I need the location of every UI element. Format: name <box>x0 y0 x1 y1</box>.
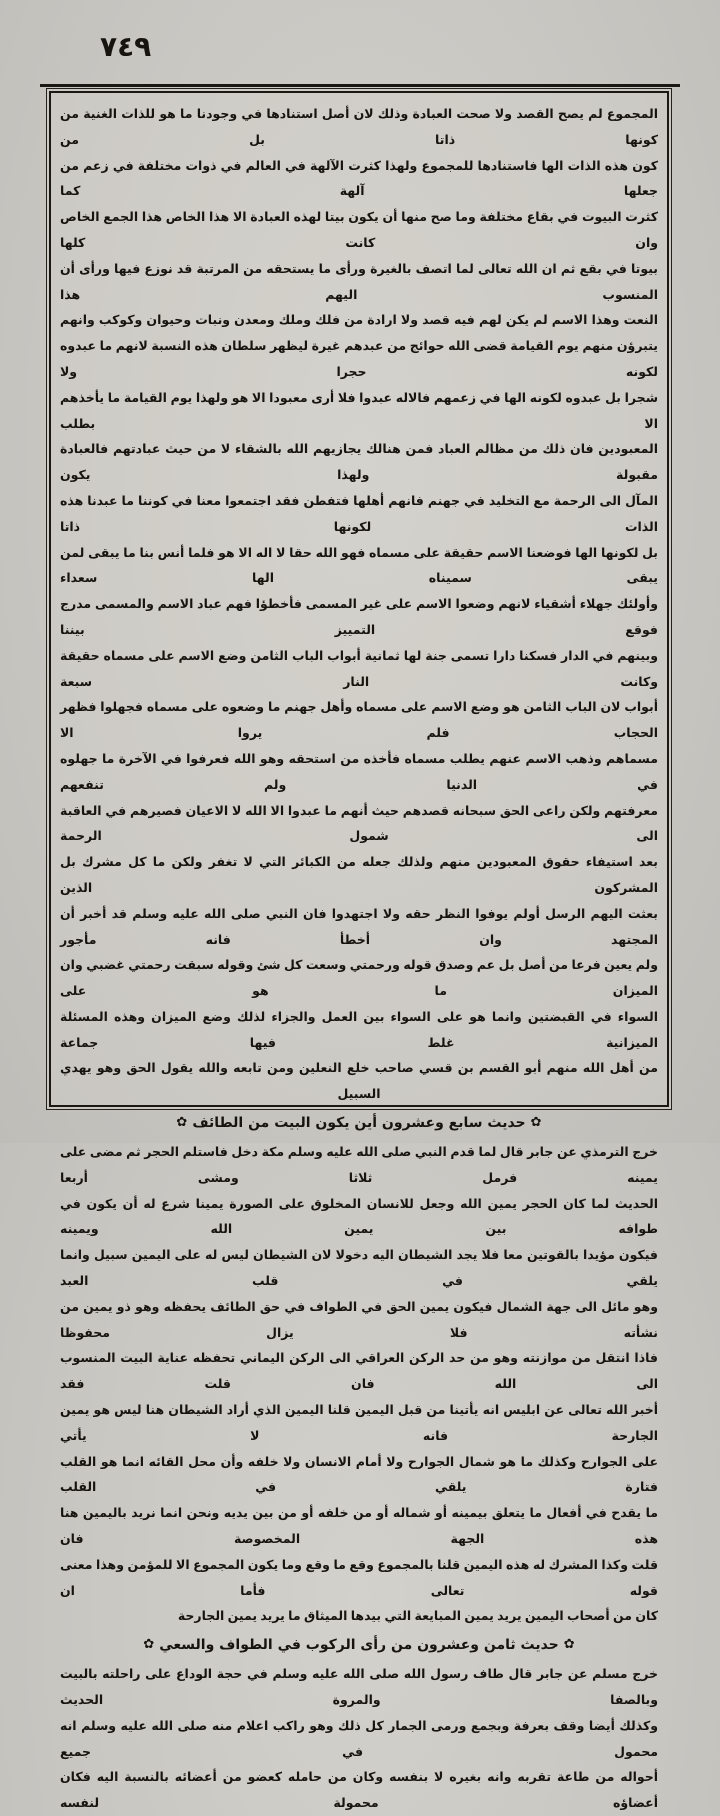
fleuron-icon: ✿ <box>563 1637 575 1653</box>
text-line: وهو مائل الى جهة الشمال فيكون يمين الحق في الطواف في حق الطائف يحفظه وهو ذو يمين من نشأته فلا يزال محفوظا <box>60 1298 658 1340</box>
heading-text: حديث سابع وعشرون أين يكون البيت من الطائف <box>192 1115 526 1132</box>
text-line: المعبودين فان ذلك من مظالم العباد فمن هنالك يجازيهم الله بالشقاء لا من حيث عبادتهم فالعبادة مقبولة ولهذا يكون <box>60 441 658 483</box>
text-line: بعد استيفاء حقوق المعبودين منهم ولذلك جعله من الكبائر التي لا تغفر ولكن ما كل مشرك بل المشركون الذين <box>60 854 658 895</box>
text-line: بعثت اليهم الرسل أولم يوفوا النظر حقه ولا اجتهدوا فان النبي صلى الله عليه وسلم قد أخبر أن المجتهد وان أخطأ فانه مأجور <box>60 905 658 947</box>
text-line: بيوتا في بقع ثم ان الله تعالى لما اتصف بالغيرة ورأى ما يستحقه من المرتبة قد نوزع فيها ورأى أن المنسوب اليهم هذا <box>60 260 658 302</box>
fleuron-icon: ✿ <box>143 1637 155 1653</box>
text-line: أبواب لان الباب الثامن هو وضع الاسم على مسماه وأهل جهنم ما وضعوه على مسماه فجهلوا فظهر الحجاب فلم يروا الا <box>60 699 658 741</box>
hadith-28-paragraph <box>60 1661 658 1816</box>
fleuron-icon: ✿ <box>176 1115 188 1131</box>
text-line: الحديث لما كان الحجر يمين الله وجعل للانسان المخلوق على الصورة يمينا شرع له أن يكون في طوافه بين يمين الله ويمينه <box>60 1195 658 1237</box>
text-line: فاذا انتقل من موازنته وهو من حد الركن العراقي الى الركن اليماني تحفظه عناية البيت المنسوب الى الله فان قلت فقد <box>60 1350 658 1392</box>
text-line: شجرا بل عبدوه لكونه الها في زعمهم فالاله عبدوا فلا أرى معبودا الا هو ولهذا يوم القيامة ما يأخذهم الا بطلب <box>60 389 658 431</box>
text-line: كون هذه الذات الها فاستنادها للمجموع ولهذا كثرت الآلهة في العالم في ذوات مختلفة في زعم من جعلها آلهة كما <box>60 157 658 199</box>
text-line: خرج مسلم عن جابر قال طاف رسول الله صلى الله عليه وسلم في حجة الوداع على راحلته بالبيت وبالصفا والمروة الحديث <box>60 1666 658 1708</box>
text-line: المجموع لم يصح القصد ولا صحت العبادة وذلك لان أصل استنادها في وجودنا ما هو للذات الغنية من كونها ذاتا بل من <box>60 106 658 147</box>
text-line: على الجوارح وكذلك ما هو شمال الجوارح ولا أمام الانسان ولا خلفه وأن محل القائه انما هو القلب فتارة يلقي في القلب <box>60 1453 658 1495</box>
text-line: فيكون مؤيدا بالقوتين معا فلا يجد الشيطان اليه دخولا لان الشيطان ليس له على اليمين سبيل وانما يلقي في قلب العبد <box>60 1247 658 1289</box>
text-line: ولم يعين فرعا من أصل بل عم وصدق قوله ورحمتي وسعت كل شئ وقوله سبقت رحمتي غضبي وان الميزان ما هو على <box>60 957 658 999</box>
text-line: السواء في القبضتين وانما هو على السواء بين العمل والجزاء لذلك وضع الميزان وهذه المسئلة الميزانية غلط فيها جماعة <box>60 1008 658 1050</box>
text-line: أحواله من طاعة تقربه وانه بغيره لا بنفسه وكان من حامله كعضو من أعضائه بالنسبة اليه فكان أعضاؤه محمولة لنفسه <box>60 1769 658 1811</box>
text-line: كثرت البيوت في بقاع مختلفة وما صح منها أن يكون بيتا لهذه العبادة الا هذا الخاص هذا الجمع الخاص وان كانت كلها <box>60 209 658 250</box>
page-frame <box>46 88 672 1811</box>
text-line: كان من أصحاب اليمين يريد يمين المبايعة التي بيدها الميثاق ما يريد يمين الجارحة <box>177 1608 658 1624</box>
text-line: النعت وهذا الاسم لم يكن لهم فيه قصد ولا ارادة من فلك وملك ومعدن ونبات وحيوان وكوكب وانهم <box>60 312 658 328</box>
text-line: أخبر الله تعالى عن ابليس انه يأتينا من قبل اليمين قلنا اليمين الذي أراد الشيطان هنا ليس هو يمين الجارحة فانه لا يأتي <box>60 1402 658 1443</box>
text-line: معرفتهم ولكن راعى الحق سبحانه قصدهم حيث أنهم ما عبدوا الا الله لا الاعيان فصيرهم في العاقبة الى شمول الرحمة <box>60 802 658 844</box>
text-line: وأولئك جهلاء أشقياء لانهم وضعوا الاسم على غير المسمى فأخطؤا فهم عباد الاسم والمسمى مدرج فوقع التمييز بيننا <box>60 596 658 637</box>
text-line: المآل الى الرحمة مع التخليد في جهنم فانهم أهلها فتفطن فقد اجتمعوا معنا في كوننا ما عبدنا هذه الذات لكونها ذاتا <box>60 492 658 534</box>
heading-text: حديث ثامن وعشرون من رأى الركوب في الطواف والسعي <box>159 1637 559 1654</box>
fleuron-icon: ✿ <box>530 1115 542 1131</box>
text-line: خرج الترمذي عن جابر قال لما قدم النبي صلى الله عليه وسلم مكة دخل فاستلم الحجر ثم مضى على يمينه فرمل ثلاثا ومشى أربعا <box>60 1144 658 1185</box>
text-line: ما يقدح في أفعال ما يتعلق بيمينه أو شماله أو من خلفه أو من بين يديه ونحن انما نريد باليمين هنا هذه الجهة المخصوصة فان <box>60 1505 658 1547</box>
hadith-27-paragraph <box>60 1139 658 1629</box>
text-area <box>49 91 669 1811</box>
text-line: وكذلك أيضا وقف بعرفة وبجمع ورمى الجمار كل ذلك وهو راكب اعلام منه صلى الله عليه وسلم انه محمول في جميع <box>60 1717 658 1759</box>
opening-paragraph <box>60 101 658 1107</box>
text-line: وبينهم في الدار فسكنا دارا تسمى جنة لها ثمانية أبواب الباب الثامن وضع الاسم على مسماه حقيقة وكانت النار سبعة <box>60 647 658 689</box>
top-rule-divider <box>40 84 680 87</box>
heading-hadith-27 <box>60 1110 658 1137</box>
text-line: بل لكونها الها فوضعنا الاسم حقيقة على مسماه فهو الله حقا لا اله الا هو فلما أنس بنا ما يبقى لمن يبقى سميناه الها سعداء <box>60 544 658 586</box>
page-number: ٧٤٩ <box>100 30 152 63</box>
text-line: من أهل الله منهم أبو القسم بن قسي صاحب خلع النعلين ومن تابعه والله يقول الحق وهو يهدي السبيل <box>60 1060 658 1102</box>
heading-hadith-28 <box>60 1632 658 1659</box>
text-line: قلت وكذا المشرك له هذه اليمين قلنا بالمجموع وقع ما وقع وما يكون المجموع الا للمؤمن وهذا معنى قوله تعالى فأما ان <box>60 1556 658 1598</box>
text-line: مسماهم وذهب الاسم عنهم يطلب مسماه فأخذه من استحقه وهو الله فعرفوا في الآخرة ما جهلوه في الدنيا ولم تنفعهم <box>60 750 658 792</box>
text-line: يتبرؤن منهم يوم القيامة قضى الله حوائج من عبدهم غيرة ليظهر سلطان هذه النسبة لانهم ما عبدوه لكونه حجرا ولا <box>60 338 658 379</box>
